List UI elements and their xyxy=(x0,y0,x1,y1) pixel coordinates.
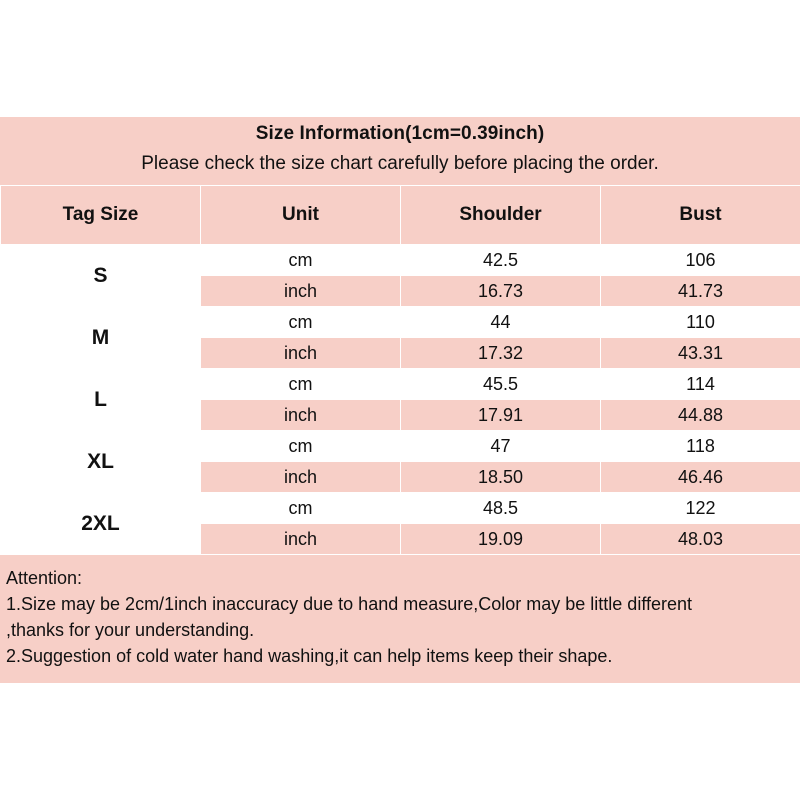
table-row xyxy=(1,245,800,276)
shoulder-cell: 17.32 xyxy=(401,338,601,369)
table-row xyxy=(1,493,800,524)
size-chart-sheet xyxy=(0,117,800,683)
tag-size-cell: M xyxy=(1,307,201,369)
attention-line-1: 1.Size may be 2cm/1inch inaccuracy due to hand measure,Color may be little different xyxy=(6,594,693,615)
shoulder-cell: 17.91 xyxy=(401,400,601,431)
bust-cell: 122 xyxy=(601,493,800,524)
bust-cell: 106 xyxy=(601,245,800,276)
attention-note xyxy=(0,555,800,683)
unit-cell: inch xyxy=(201,524,401,555)
bust-cell: 44.88 xyxy=(601,400,800,431)
table-header-row xyxy=(1,186,800,245)
unit-cell: cm xyxy=(201,245,401,276)
shoulder-cell: 45.5 xyxy=(401,369,601,400)
bust-cell: 46.46 xyxy=(601,462,800,493)
tag-size-cell: 2XL xyxy=(1,493,201,555)
shoulder-cell: 19.09 xyxy=(401,524,601,555)
tag-size-cell: XL xyxy=(1,431,201,493)
unit-cell: inch xyxy=(201,400,401,431)
page-title: Size Information(1cm=0.39inch) xyxy=(255,123,545,144)
unit-cell: cm xyxy=(201,307,401,338)
shoulder-cell: 48.5 xyxy=(401,493,601,524)
shoulder-cell: 16.73 xyxy=(401,276,601,307)
unit-cell: cm xyxy=(201,493,401,524)
attention-heading: Attention: xyxy=(6,568,83,588)
column-header-shoulder: Shoulder xyxy=(401,186,601,245)
table-row xyxy=(1,307,800,338)
shoulder-cell: 47 xyxy=(401,431,601,462)
shoulder-cell: 18.50 xyxy=(401,462,601,493)
bust-cell: 114 xyxy=(601,369,800,400)
bust-cell: 43.31 xyxy=(601,338,800,369)
bust-cell: 118 xyxy=(601,431,800,462)
attention-line-3: 2.Suggestion of cold water hand washing,it can help items keep their shape. xyxy=(6,646,613,667)
column-header-bust: Bust xyxy=(601,186,800,245)
unit-cell: inch xyxy=(201,276,401,307)
unit-cell: cm xyxy=(201,369,401,400)
shoulder-cell: 44 xyxy=(401,307,601,338)
bust-cell: 110 xyxy=(601,307,800,338)
shoulder-cell: 42.5 xyxy=(401,245,601,276)
bust-cell: 48.03 xyxy=(601,524,800,555)
table-row xyxy=(1,369,800,400)
unit-cell: cm xyxy=(201,431,401,462)
tag-size-cell: S xyxy=(1,245,201,307)
page-subtitle: Please check the size chart carefully before placing the order. xyxy=(141,153,659,174)
column-header-tag-size: Tag Size xyxy=(1,186,201,245)
tag-size-cell: L xyxy=(1,369,201,431)
table-row xyxy=(1,431,800,462)
size-table xyxy=(0,185,800,555)
bust-cell: 41.73 xyxy=(601,276,800,307)
column-header-unit: Unit xyxy=(201,186,401,245)
unit-cell: inch xyxy=(201,462,401,493)
attention-line-2: ,thanks for your understanding. xyxy=(6,620,255,641)
unit-cell: inch xyxy=(201,338,401,369)
